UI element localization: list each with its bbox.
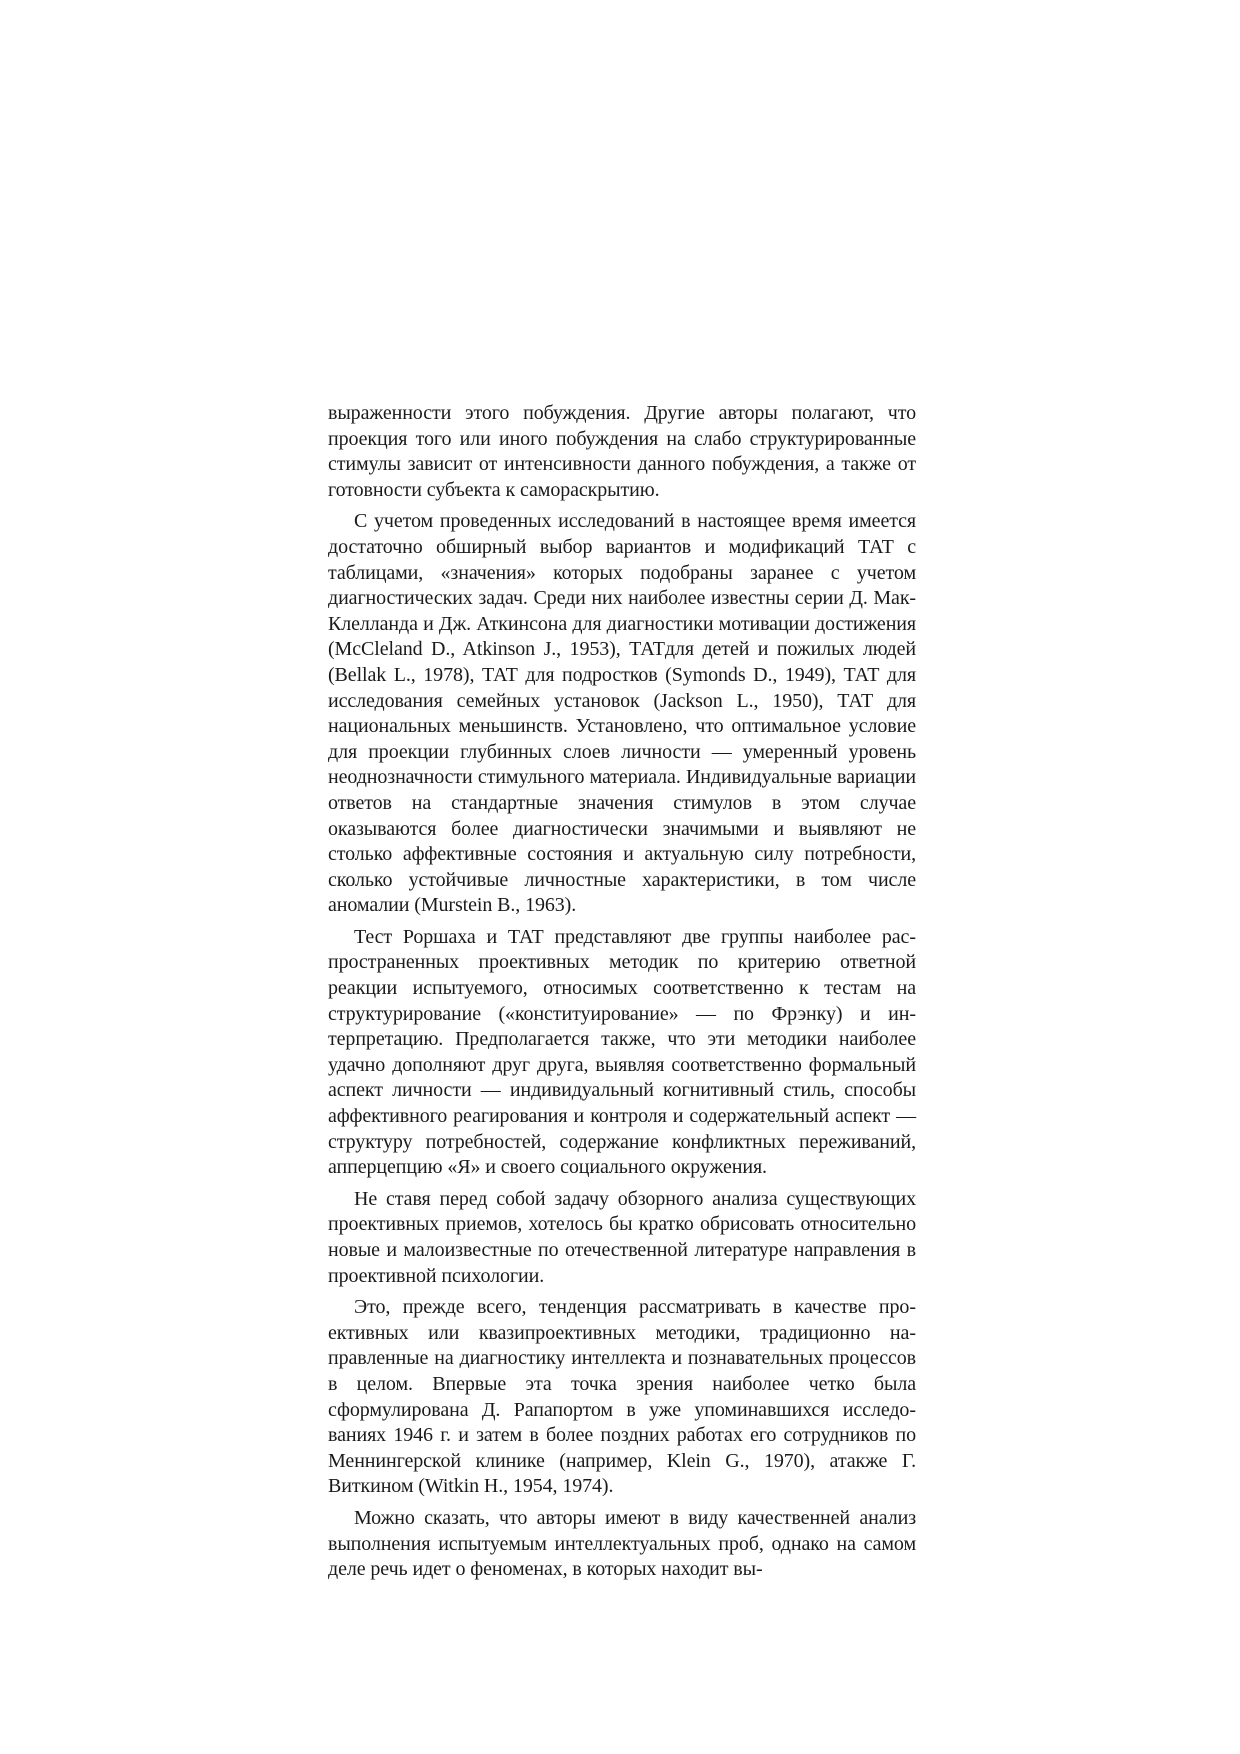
page-body-text	[328, 401, 916, 1589]
paragraph-1: выраженности этого побуждения. Другие авторы полагают, что проекция того или иного побуждения на слабо структурированные стимулы зависит от интенсивности данного побуждения, а также от готовности субъекта к самораскрытию.	[328, 402, 916, 501]
paragraph-3: Тест Роршаха и ТАТ представляют две группы наиболее распространенных проективных методик по критерию ответной реакции испытуемого, относимых соответственно к тестам на структурирование («конституирование» — по Фрэнку) и интерпретацию. Предполагается также, что эти методики наиболее удачно дополняют друг друга, выявляя соответственно формальный аспект личности — индивидуальный когнитивный стиль, способы аффективного реагирования и контроля и содержательный аспект — структуру потребностей, содержание конфликтных переживаний, апперцепцию «Я» и своего социального окружения.	[328, 925, 916, 1179]
paragraph-5: Это, прежде всего, тенденция рассматривать в качестве проективных или квазипроективных методики, традиционно направленные на диагностику интеллекта и познавательных процессов в целом. Впервые эта точка зрения наиболее четко была сформулирована Д. Рапапортом в уже упоминавшихся исследованиях 1946 г. и затем в более поздних работах его сотрудников по Меннингерской клинике (например, Klein G., 1970), атакже Г. Виткином (Witkin Н., 1954, 1974).	[328, 1296, 916, 1498]
paragraph-6: Можно сказать, что авторы имеют в виду качественней анализ выполнения испытуемым интеллектуальных проб, однако на самом деле речь идет о феноменах, в которых находит вы-	[328, 1506, 916, 1581]
paragraph-2: С учетом проведенных исследований в настоящее время имеется достаточно обширный выбор вариантов и модификаций ТАТ с таблицами, «значения» которых подобраны заранее с учетом диагностических задач. Среди них наиболее известны серии Д. Мак-Клелланда и Дж. Аткинсона для диагностики мотивации достижения (McCleland D., Atkinson J., 1953), ТАТдля детей и пожилых людей (Bellak L., 1978), ТАТ для подростков (Symonds D., 1949), ТАТ для исследования семейных установок (Jackson L., 1950), ТАТ для национальных меньшинств. Установлено, что оптимальное условие для проекции глубинных слоев личности — умеренный уровень неоднозначности стимульного материала. Индивидуальные вариации ответов на стандартные значения стимулов в этом случае оказываются более диагностически значимыми и выявляют не столько аффективные состояния и актуальную силу потребности, сколько устойчивые личностные характеристики, в том числе аномалии (Murstein В., 1963).	[328, 510, 916, 917]
paragraph-4: Не ставя перед собой задачу обзорного анализа существующих проективных приемов, хотелось бы кратко обрисовать относительно новые и малоизвестные по отечественной литературе направления в проективной психологии.	[328, 1187, 916, 1287]
